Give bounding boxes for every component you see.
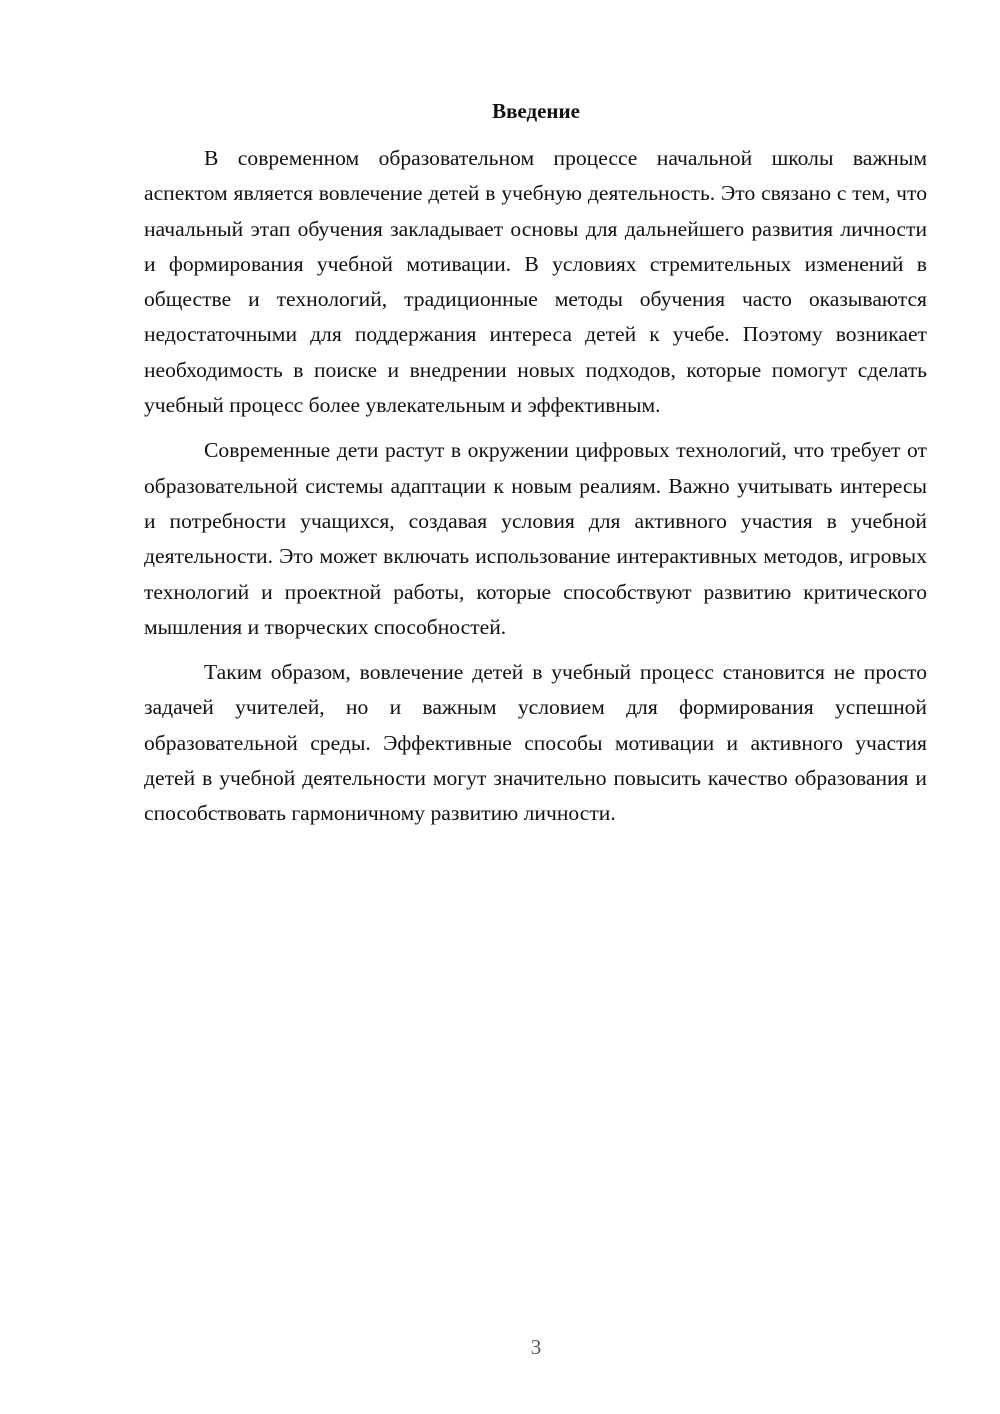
paragraph-3: Таким образом, вовлечение детей в учебный процесс становится не просто задачей учителей, но и важным условием для формирования успешной образовательной среды. Эффективные способы мотивации и активного участия детей в учебной деятельности могут значительно повысить качество образования и способствовать гармоничному развитию личности. xyxy=(144,660,927,826)
section-heading: Введение xyxy=(492,99,580,123)
paragraph-2: Современные дети растут в окружении цифровых технологий, что требует от образовательной системы адаптации к новым реалиям. Важно учитывать интересы и потребности учащихся, создавая условия для активного участия в учебной деятельности. Это может включать использование интерактивных методов, игровых технологий и проектной работы, которые способствуют развитию критического мышления и творческих способностей. xyxy=(144,438,927,639)
page-number: 3 xyxy=(530,1335,542,1359)
body-text xyxy=(144,141,927,842)
paragraph-1: В современном образовательном процессе начальной школы важным аспектом является вовлечение детей в учебную деятельность. Это связано с тем, что начальный этап обучения закладывает основы для дальнейшего развития личности и формирования учебной мотивации. В условиях стремительных изменений в обществе и технологий, традиционные методы обучения часто оказываются недостаточными для поддержания интереса детей к учебе. Поэтому возникает необходимость в поиске и внедрении новых подходов, которые помогут сделать учебный процесс более увлекательным и эффективным. xyxy=(144,146,927,418)
